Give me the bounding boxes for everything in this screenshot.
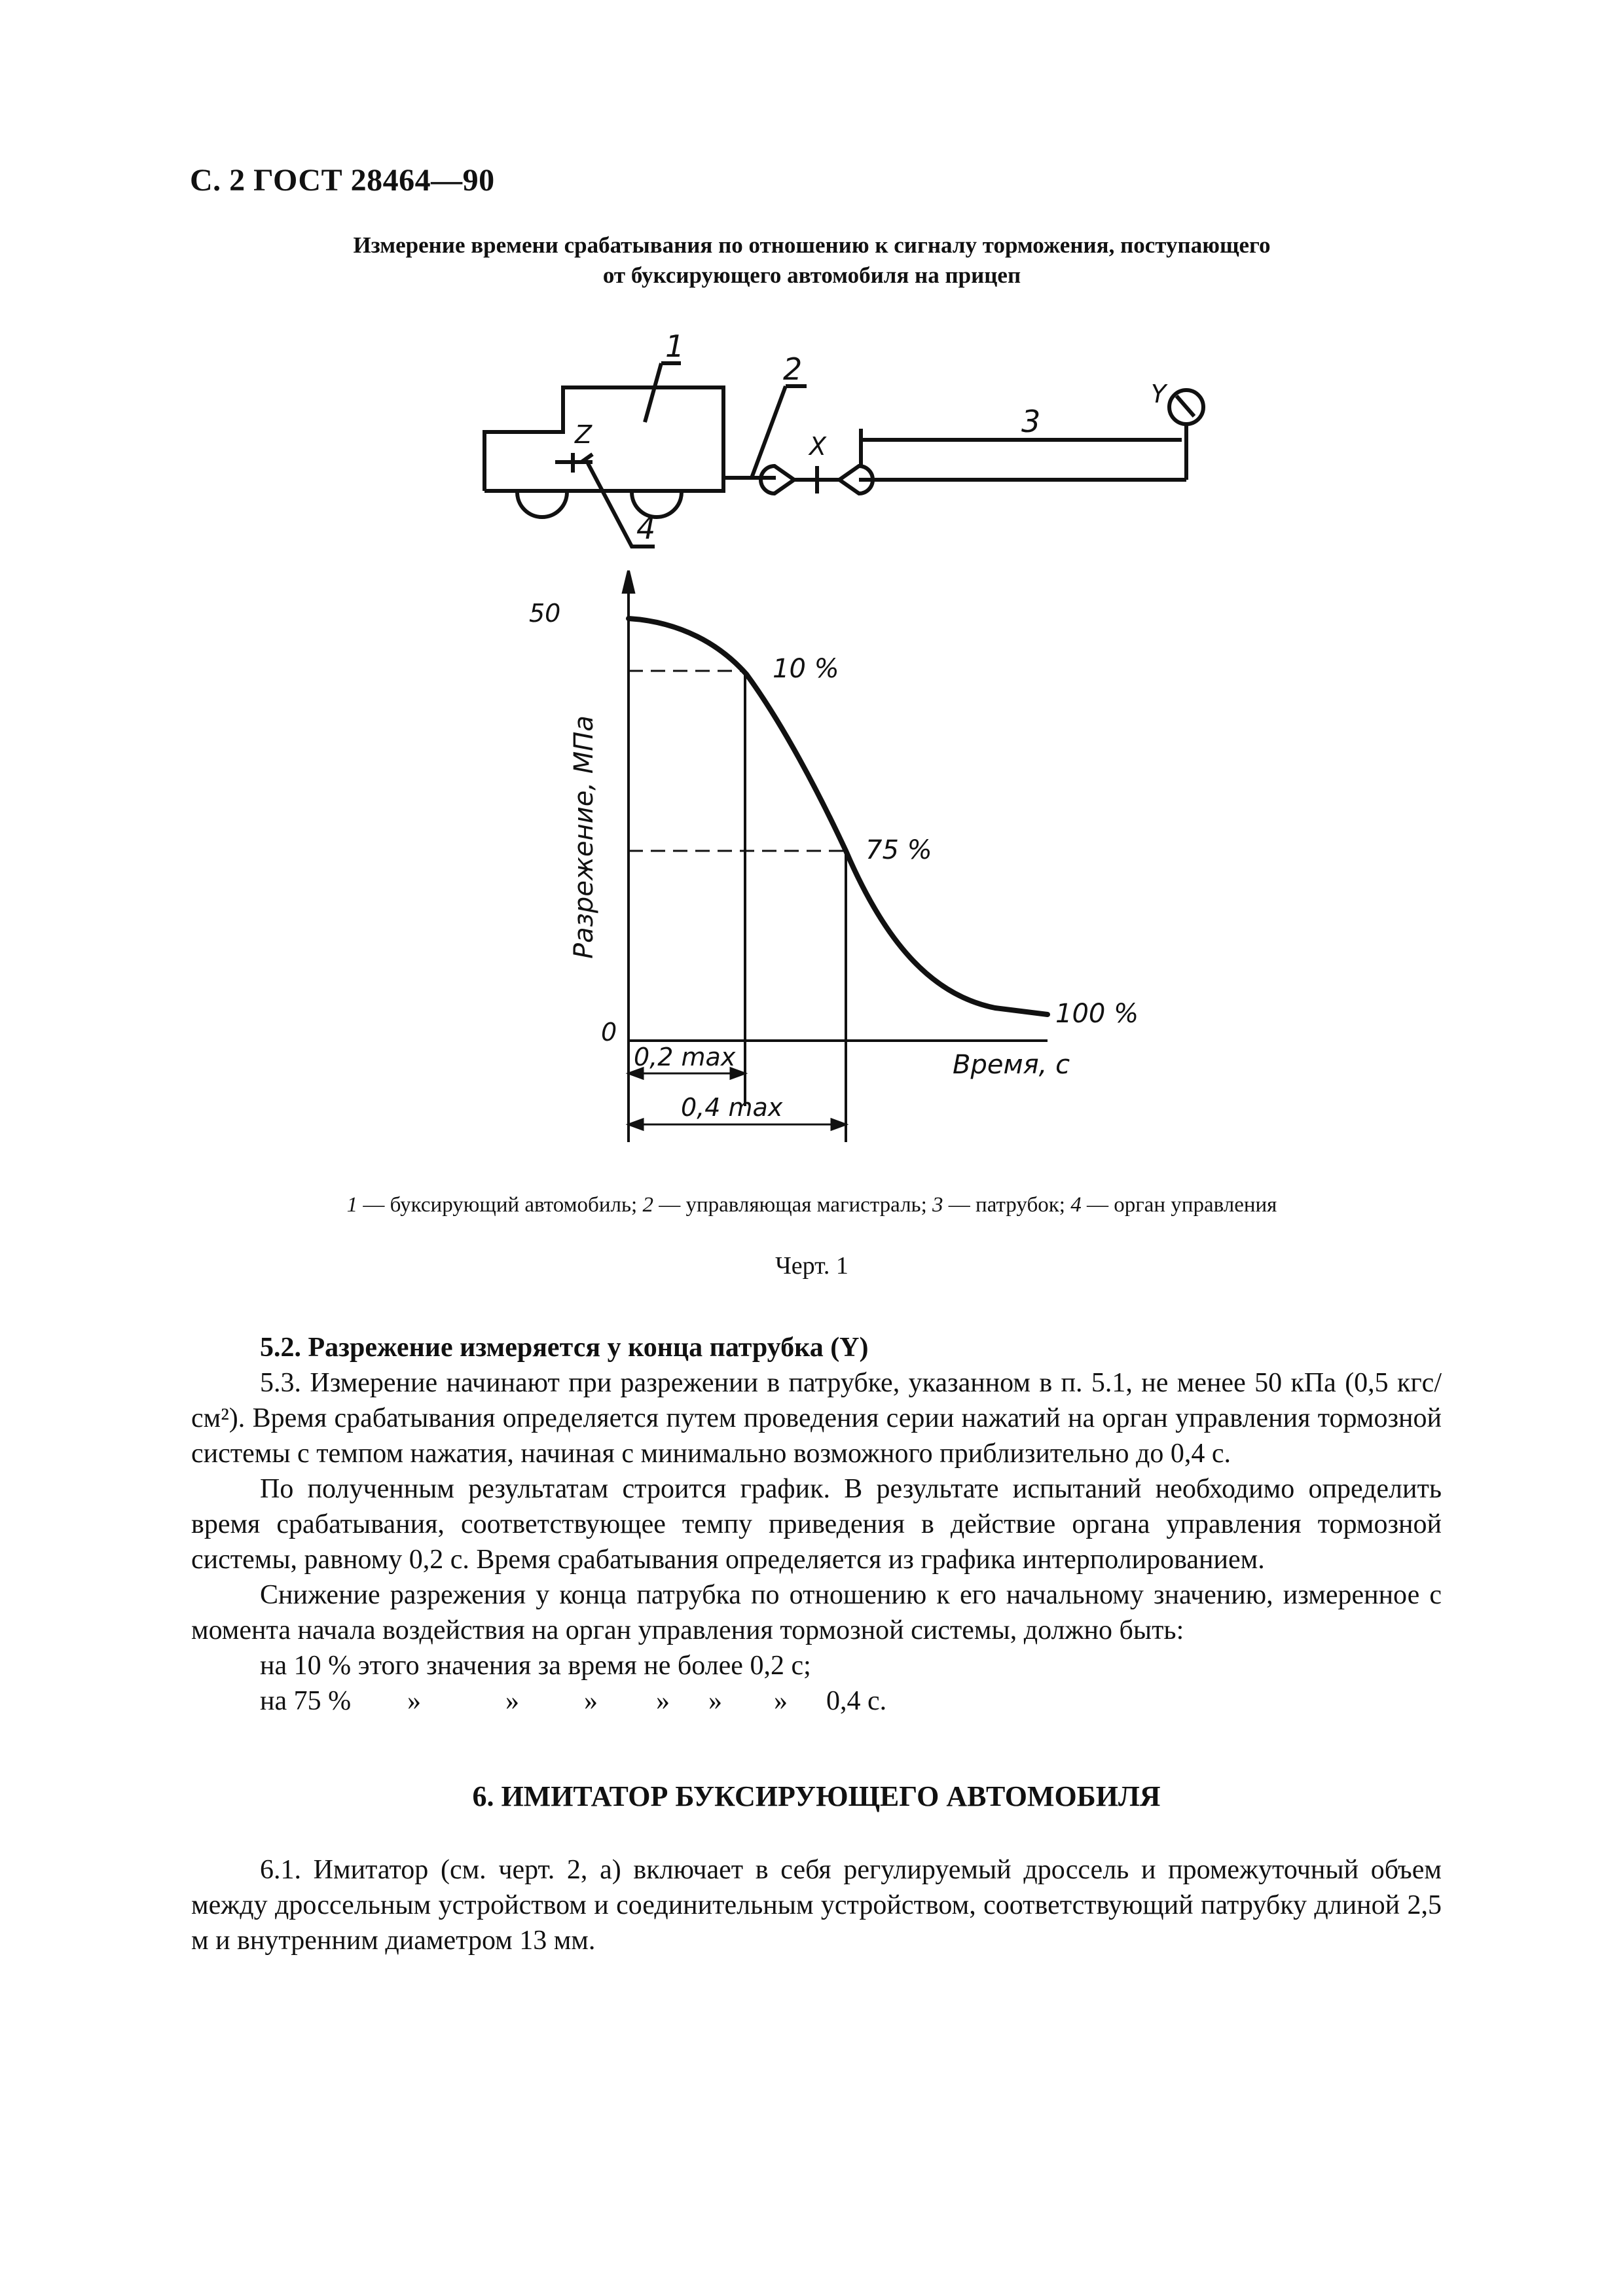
ditto-mark-2: » [505,1686,519,1716]
dim-04-arrow-left [629,1119,643,1130]
label-4: 4 [636,511,656,546]
gauge-needle [1176,396,1194,416]
label-x: X [809,432,827,461]
ditto-mark-3: » [584,1686,598,1716]
legend-num-3: 3 [932,1193,943,1217]
annotation-10: 10 % [773,654,839,684]
wheel-rear [517,492,567,517]
label-y: Y [1151,380,1167,408]
ditto-mark-1: » [407,1686,421,1716]
dim-02-label: 0,2 max [634,1043,736,1071]
paragraph-5-2: 5.2. Разрежение измеряется у конца патрубка (Y) [260,1333,869,1363]
annotation-75: 75 % [866,835,932,865]
legend-num-4: 4 [1070,1193,1082,1217]
y-axis-arrow [623,571,634,592]
legend-num-2: 2 [642,1193,653,1217]
section-6-text [191,1852,1442,1958]
dim-04-label: 0,4 max [681,1093,783,1122]
legend-text-1: — буксирующий автомобиль; [357,1193,643,1217]
legend-text-2: — управляющая магистраль; [653,1193,933,1217]
figure-caption: Черт. 1 [775,1252,848,1280]
figure-legend [196,1193,1427,1217]
ytick-50: 50 [529,599,561,628]
section-6-title: 6. ИМИТАТОР БУКСИРУЮЩЕГО АВТОМОБИЛЯ [472,1780,1161,1812]
paragraph-6-1: 6.1. Имитатор (см. черт. 2, а) включает в себя регулируемый дроссель и промежуточный объем между дроссельным устройством и соединительным устройством, соответствующий патрубку длиной 2,5 м и внутренним диаметром 13 мм. [191,1855,1442,1956]
leader-1 [645,363,661,422]
page-header: С. 2 ГОСТ 28464—90 [190,163,495,198]
ytick-0: 0 [601,1018,617,1047]
vehicle-body [484,387,723,491]
ditto-mark-5: » [708,1686,722,1716]
leader-2 [752,386,786,478]
y-axis-label: Разрежение, МПа [569,715,599,959]
line-75-percent [191,1683,1442,1719]
legend-text-4: — орган управления [1081,1193,1277,1217]
dim-04-arrow-right [831,1119,846,1130]
ditto-mark-6: » [774,1686,788,1716]
annotation-100: 100 % [1055,999,1139,1029]
paragraph-graph: По полученным результатам строится график. В результате испытаний необходимо определить время срабатывания, соответствующее темпу приведения в действие органа управления тормозной системы, равному 0,2 с. Время срабатывания определяется из графика интерполированием. [191,1474,1442,1575]
line-75-end: 0,4 с. [826,1686,887,1716]
label-2: 2 [783,351,803,387]
x-axis-label: Время, с [953,1050,1070,1080]
line-75-start: на 75 % [260,1686,352,1716]
line-10-percent: на 10 % этого значения за время не более 0,2 с; [260,1651,811,1681]
paragraph-5-3: 5.3. Измерение начинают при разрежении в патрубке, указанном в п. 5.1, не менее 50 кПа (0,5 кгс/см²). Время срабатывания определяется путем проведения серии нажатий на орган управления тормозной системы с темпом нажатия, начиная с минимально возможного приблизительно до 0,4 с. [191,1368,1442,1469]
ditto-mark-4: » [656,1686,670,1716]
paragraph-reduction: Снижение разрежения у конца патрубка по отношению к его начальному значению, измеренное с момента начала воздействия на орган управления тормозной системы, должно быть: [191,1580,1442,1645]
towing-vehicle-diagram [484,363,1203,547]
label-1: 1 [665,329,685,364]
label-z: Z [575,420,593,449]
legend-text-3: — патрубок; [943,1193,1071,1217]
figure-title-line-2: от буксирующего автомобиля на прицеп [602,262,1021,288]
legend-num-1: 1 [346,1193,358,1217]
section-5-text [191,1330,1442,1719]
figure-title-line-1: Измерение времени срабатывания по отношению к сигналу торможения, поступающего [353,232,1271,258]
pressure-chart [529,571,1139,1142]
label-3: 3 [1021,404,1041,439]
